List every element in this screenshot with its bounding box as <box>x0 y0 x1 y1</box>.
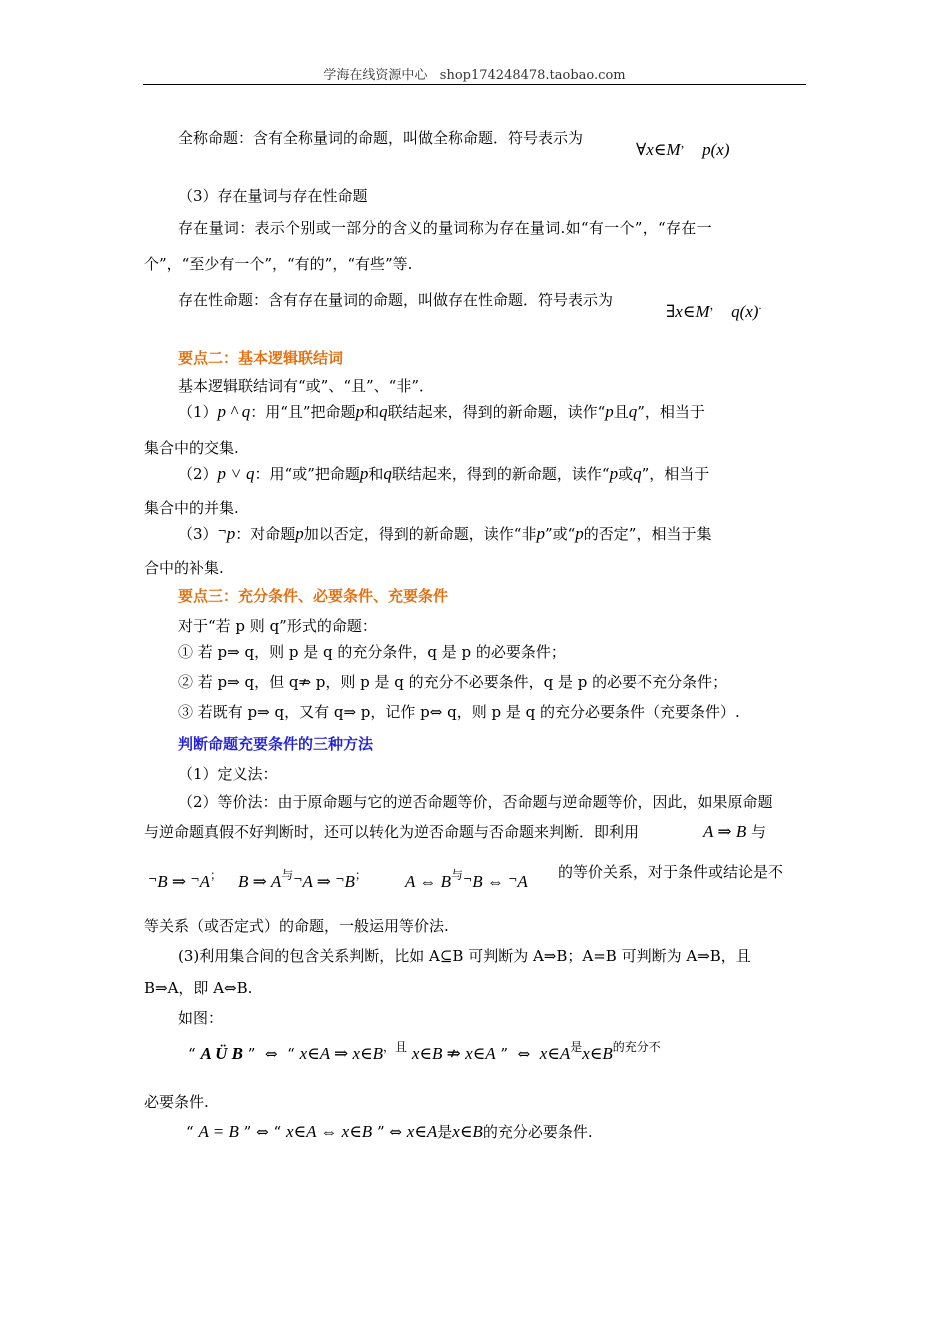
quote: ” <box>247 1045 256 1063</box>
item-number: （1） <box>178 403 218 421</box>
a-implies-b-expr: A ⇒ B <box>703 822 747 841</box>
text: 且 <box>613 403 629 421</box>
comma: ， <box>680 136 693 150</box>
negation-sign: ¬ <box>148 873 158 886</box>
a-subset-b-expr: A Ü B <box>200 1044 243 1063</box>
exists-expr: ∃x∈M <box>666 302 710 321</box>
text: 和 <box>364 403 380 421</box>
condition-rule-3: ③ 若既有 p⇒ q，又有 q⇒ p，记作 p⇔ q，则 p 是 q 的充分必要条件（充要条件）. <box>178 703 740 721</box>
existential-quantifier-line1: 存在量词：表示个别或一部分的含义的量词称为存在量词.如“有一个”，“存在一 <box>178 219 712 237</box>
expr: A <box>199 872 210 891</box>
q-var: q <box>628 402 638 421</box>
section-3-title: （3）存在量词与存在性命题 <box>178 187 368 205</box>
figure-label: 如图： <box>178 1009 224 1027</box>
q-var: q <box>633 464 642 483</box>
item-number: （3） <box>178 525 218 543</box>
text: 与逆命题真假不好判断时，还可以转化为逆否命题与否命题来判断．即利用 <box>144 823 640 841</box>
text: 是 <box>570 1040 583 1054</box>
x-in-b-not-implies-a-expr: x∈B ⇏ x∈A <box>411 1044 496 1063</box>
universal-symbol <box>636 136 730 161</box>
iff-symbol: ⇔ <box>389 1123 402 1141</box>
text: 与 <box>281 868 294 882</box>
text: ：用“且”把命题 <box>250 403 356 421</box>
header-rule <box>143 84 806 85</box>
method-equivalence-line4: 等关系（或否定式）的命题，一般运用等价法. <box>144 917 449 935</box>
x-in-a-implies-b-expr: x∈A ⇒ x∈B <box>299 1044 384 1063</box>
connective-and-line2: 集合中的交集. <box>144 439 239 457</box>
quote: ” <box>500 1045 509 1063</box>
condition-rule-2: ② 若 p⇒ q，但 q⇏ p，则 p 是 q 的充分不必要条件，q 是 p 的必要不充分条件； <box>178 673 728 691</box>
condition-rule-1: ① 若 p⇒ q，则 p 是 q 的充分条件，q 是 p 的必要条件； <box>178 643 566 661</box>
text: 或 <box>618 465 634 483</box>
key-point-3-heading: 要点三：充分条件、必要条件、充要条件 <box>178 587 449 605</box>
expr: B ⇒ A <box>238 872 282 891</box>
conditions-intro: 对于“若 p 则 q”形式的命题： <box>178 617 377 635</box>
existential-symbol <box>666 298 762 323</box>
x-in-b-expr: x∈B <box>582 1044 613 1063</box>
method-definition: （1）定义法： <box>178 765 278 783</box>
p-or-q-expr: p ˅ q <box>217 464 255 483</box>
connective-not-line2: 合中的补集. <box>144 559 224 577</box>
quote: “ <box>273 1123 282 1141</box>
p-var: p <box>536 524 545 543</box>
negation-sign: ¬ <box>462 873 473 886</box>
a-implies-b <box>703 822 766 842</box>
subset-equivalence-1-line2: 必要条件. <box>144 1093 209 1111</box>
x-in-a-iff-b-expr: x∈A ⇔ x∈B <box>285 1122 373 1141</box>
quote: ” <box>243 1123 252 1141</box>
p-var: p <box>355 402 365 421</box>
expr: A ⇔ B <box>405 872 451 891</box>
a-equals-b-expr: A = B <box>198 1122 239 1141</box>
px-expr: p(x) <box>702 140 730 159</box>
text: ：用“或”把命题 <box>254 465 360 483</box>
expr: B ⇒ <box>157 872 191 891</box>
expr: B <box>344 872 355 891</box>
qx-expr: q(x) <box>731 302 759 321</box>
quote: “ <box>186 1123 194 1141</box>
semicolon: ； <box>209 868 222 882</box>
connective-not-line <box>178 524 711 546</box>
q-var: q <box>379 402 388 421</box>
negation-sign: ¬ <box>190 873 200 886</box>
text: ”或“ <box>544 525 576 543</box>
p-var: p <box>609 464 619 483</box>
method-set-inclusion-line2: B⇒A，即 A⇔B. <box>144 979 253 997</box>
p-and-q-expr: p ^ q <box>217 402 251 421</box>
equivalence-relation-text: 的等价关系，对于条件或结论是不 <box>558 863 784 881</box>
text: 的充分必要条件. <box>482 1123 593 1141</box>
text: 与 <box>751 823 767 841</box>
p-var: p <box>295 524 304 543</box>
x-in-a-expr: x∈A <box>406 1122 438 1141</box>
quote: “ <box>287 1045 295 1063</box>
method-equivalence-line2 <box>144 822 639 842</box>
subset-equivalence-1 <box>188 1040 661 1065</box>
negation-sign: ¬ <box>293 873 303 886</box>
universal-def-text: 全称命题：含有全称量词的命题，叫做全称命题．符号表示为 <box>178 129 584 147</box>
methods-heading: 判断命题充要条件的三种方法 <box>178 735 374 753</box>
comma: ， <box>709 298 722 312</box>
method-set-inclusion-line1: (3)利用集合间的包含关系判断，比如 A⊆B 可判断为 A⇒B；A=B 可判断为 A⇒B，且 <box>178 947 751 965</box>
text: 加以否定，得到的新命题，读作“非 <box>303 525 537 543</box>
period: . <box>758 298 762 312</box>
text: ”，相当于 <box>637 403 705 421</box>
item-number: （2） <box>178 465 218 483</box>
p-var: p <box>605 402 614 421</box>
connectives-intro: 基本逻辑联结词有“或”、“且”、“非”． <box>178 377 435 395</box>
negation-sign: ¬ <box>217 525 227 538</box>
text: ”，相当于 <box>641 465 710 483</box>
existential-proposition-line <box>178 290 613 310</box>
p-var: p <box>359 464 369 483</box>
connective-or-line2: 集合中的并集. <box>144 499 239 517</box>
text: 的否定”，相当于集 <box>583 525 712 543</box>
text: 的充分不 <box>612 1040 661 1054</box>
connective-and-line <box>178 402 705 422</box>
x-in-b-expr: x∈B <box>452 1122 483 1141</box>
equivalence-pair-1 <box>148 868 222 894</box>
text: 和 <box>368 465 384 483</box>
x-in-a-expr: x∈A <box>539 1044 571 1063</box>
text: 联结起来，得到的新命题，读作“ <box>391 465 610 483</box>
equivalence-pair-3 <box>405 868 528 894</box>
equivalence-pair-2 <box>238 868 367 894</box>
universal-proposition-line <box>178 128 583 148</box>
expr: B ⇔ <box>472 872 509 891</box>
negation-sign: ¬ <box>508 873 518 886</box>
text: 是 <box>437 1123 453 1141</box>
connective-or-line <box>178 464 709 484</box>
existential-quantifier-line2: 个”，“至少有一个”，“有的”，“有些”等. <box>144 255 413 273</box>
text: ：对命题 <box>235 525 296 543</box>
text: 与 <box>450 868 463 882</box>
iff-symbol: ⇔ <box>517 1045 531 1063</box>
not-p-expr: p <box>226 524 236 543</box>
expr: A <box>517 872 528 891</box>
text: ，且 <box>383 1040 408 1054</box>
expr: A ⇒ <box>302 872 336 891</box>
quote: ” <box>376 1123 385 1141</box>
semicolon: ； <box>354 868 367 882</box>
method-equivalence-line1: （2）等价法：由于原命题与它的逆否命题等价，否命题与逆命题等价，因此，如果原命题 <box>178 793 773 811</box>
set-equality-equivalence <box>186 1122 593 1142</box>
negation-sign: ¬ <box>335 873 345 886</box>
p-var: p <box>575 524 584 543</box>
text: 联结起来，得到的新命题，读作“ <box>387 403 606 421</box>
key-point-2-heading: 要点二：基本逻辑联结词 <box>178 349 344 367</box>
iff-symbol: ⇔ <box>264 1045 278 1063</box>
header-url: shop174248478.taobao.com <box>439 68 626 83</box>
quote: “ <box>188 1045 196 1063</box>
page-header <box>143 64 806 83</box>
existential-def-text: 存在性命题：含有存在量词的命题，叫做存在性命题．符号表示为 <box>178 291 614 309</box>
iff-symbol: ⇔ <box>256 1123 269 1141</box>
forall-expr: ∀x∈M <box>636 140 681 159</box>
header-title: 学海在线资源中心 <box>323 68 428 83</box>
q-var: q <box>383 464 392 483</box>
